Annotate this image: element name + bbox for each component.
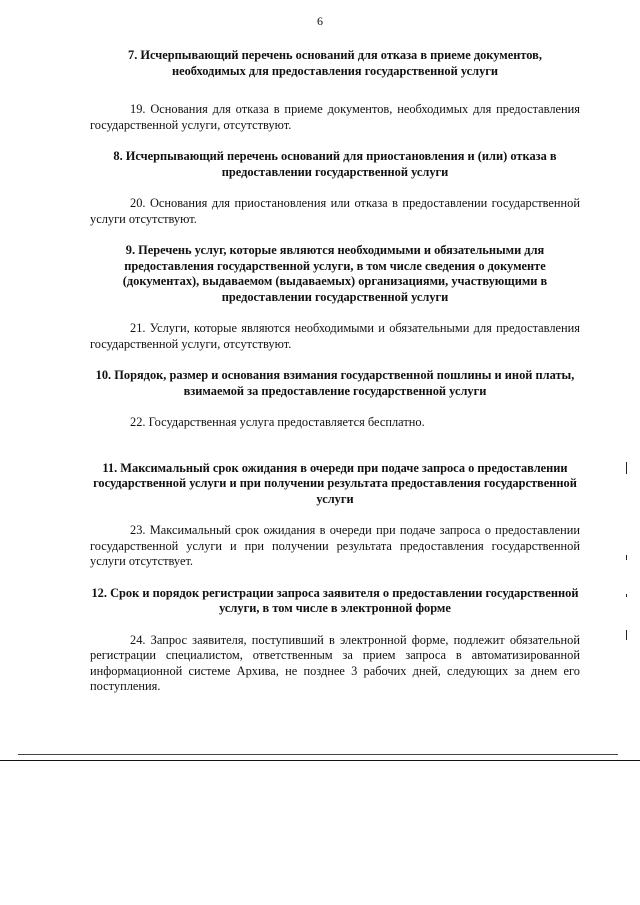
scan-margin-mark xyxy=(626,630,627,640)
paragraph-22: 22. Государственная услуга предоставляется бесплатно. xyxy=(130,415,425,429)
scan-margin-mark xyxy=(626,462,627,474)
paragraph-20: 20. Основания для приостановления или отказа в предоставлении государственной услуги отсутствуют. xyxy=(90,196,580,226)
page-number: 6 xyxy=(317,14,323,28)
footer-divider xyxy=(0,760,640,761)
section-9-heading: 9. Перечень услуг, которые являются необходимыми и обязательными для предоставления государственной услуги, в том числе сведения о документе (документах), выдаваемом (выдаваемых) организациями, участвующими в предоставлении государственной услуги xyxy=(122,243,548,304)
section-10-heading: 10. Порядок, размер и основания взимания государственной пошлины и иной платы, взимаемой за предоставление государственной услуги xyxy=(95,368,575,398)
paragraph-21: 21. Услуги, которые являются необходимыми и обязательными для предоставления государственной услуги, отсутствуют. xyxy=(90,321,580,351)
paragraph-24: 24. Запрос заявителя, поступивший в электронной форме, подлежит обязательной регистрации специалистом, ответственным за прием запроса в автоматизированной информационной системе Архива, не позднее 3 рабочих дней, следующих за днем его поступления. xyxy=(90,632,580,693)
scan-margin-mark xyxy=(626,555,627,560)
footer-divider-upper xyxy=(18,754,618,755)
section-11-heading: 11. Максимальный срок ожидания в очереди при подаче запроса о предоставлении государственной услуги и при получении результата предоставления государственной услуги xyxy=(93,460,577,506)
document-body xyxy=(90,48,580,695)
paragraph-19: 19. Основания для отказа в приеме документов, необходимых для предоставления государственной услуги, отсутствуют. xyxy=(90,102,580,132)
scan-margin-mark xyxy=(626,594,627,597)
section-8-heading: 8. Исчерпывающий перечень оснований для приостановления и (или) отказа в предоставлении государственной услуги xyxy=(113,149,557,179)
section-12-heading: 12. Срок и порядок регистрации запроса заявителя о предоставлении государственной услуги, в том числе в электронной форме xyxy=(91,585,579,615)
section-7-heading: 7. Исчерпывающий перечень оснований для отказа в приеме документов, необходимых для предоставления государственной услуги xyxy=(128,48,542,78)
paragraph-23: 23. Максимальный срок ожидания в очереди при подаче запроса о предоставлении государственной услуги и при получении результата предоставления государственной услуги отсутствует. xyxy=(90,523,580,568)
